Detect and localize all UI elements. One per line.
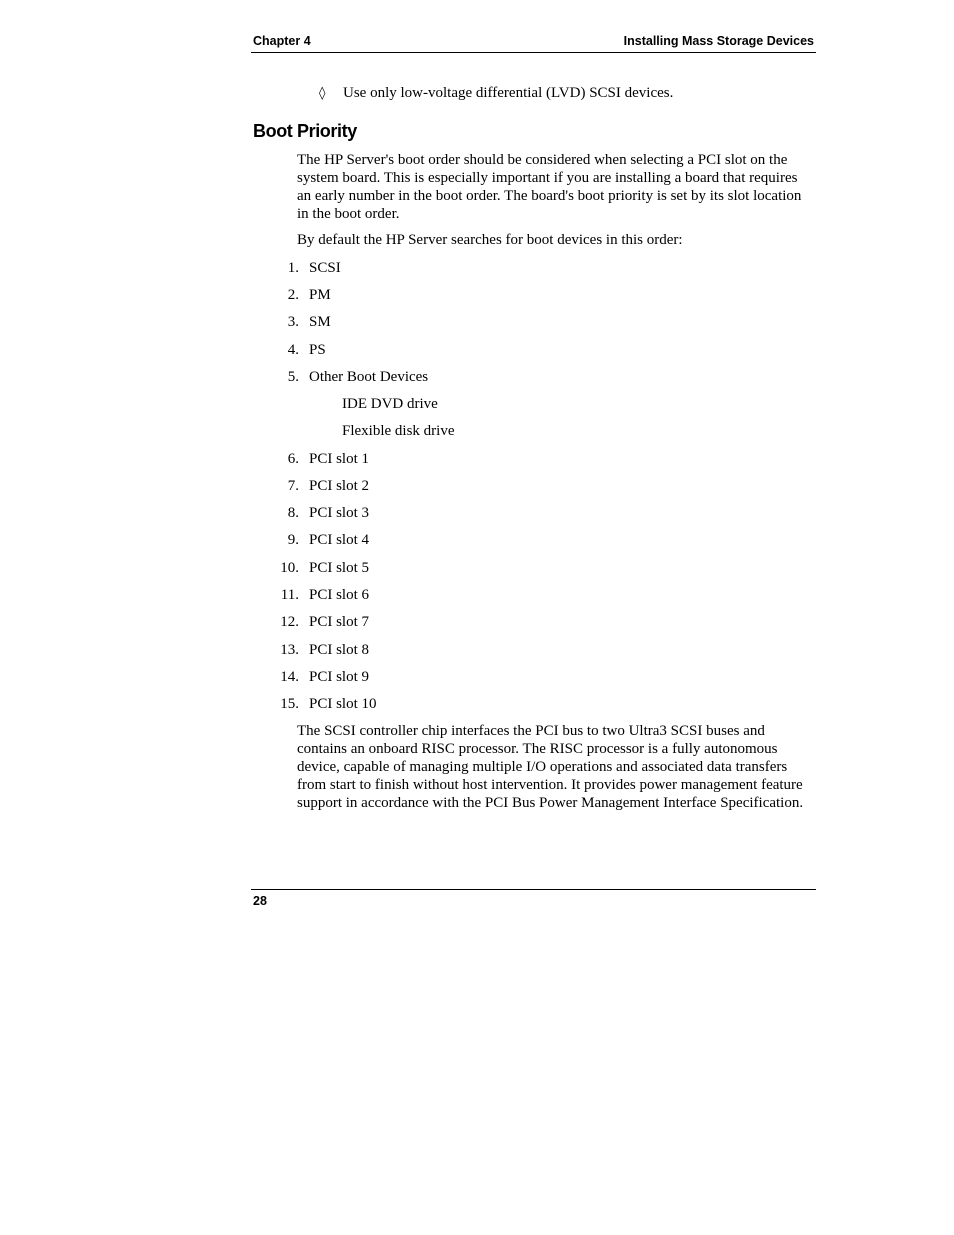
section-heading: Boot Priority bbox=[253, 121, 357, 141]
list-item: 6. PCI slot 1 bbox=[287, 451, 370, 467]
diamond-outline-icon: ◊ bbox=[319, 86, 326, 101]
page-number: 28 bbox=[253, 894, 267, 908]
sub-list-item: Flexible disk drive bbox=[342, 423, 455, 439]
page-footer bbox=[251, 889, 816, 908]
list-item: 5. Other Boot Devices bbox=[287, 369, 429, 385]
section-label: Installing Mass Storage Devices bbox=[623, 34, 814, 48]
list-item: 13. PCI slot 8 bbox=[280, 642, 370, 658]
list-item: 10. PCI slot 5 bbox=[280, 560, 370, 576]
page-header bbox=[251, 34, 816, 53]
list-item: 1. SCSI bbox=[287, 260, 341, 276]
list-item: 12. PCI slot 7 bbox=[280, 614, 370, 630]
bullet-text: Use only low-voltage differential (LVD) SCSI devices. bbox=[343, 85, 674, 101]
list-item: 2. PM bbox=[287, 287, 331, 303]
intro-paragraph: The HP Server's boot order should be considered when selecting a PCI slot on the system board. This is especially important if you are installing a board that requires an early number in the boot order. The board's boot priority is set by its slot location in the boot order. bbox=[297, 152, 802, 222]
list-item: 3. SM bbox=[287, 314, 331, 330]
list-item: 8. PCI slot 3 bbox=[287, 505, 370, 521]
list-item: 15. PCI slot 10 bbox=[280, 696, 377, 712]
chapter-label: Chapter 4 bbox=[253, 34, 311, 48]
list-item: 11. PCI slot 6 bbox=[280, 587, 370, 603]
list-item: 4. PS bbox=[287, 342, 326, 358]
list-item: 9. PCI slot 4 bbox=[287, 532, 370, 548]
scsi-controller-paragraph: The SCSI controller chip interfaces the PCI bus to two Ultra3 SCSI buses and contains an onboard RISC processor. The RISC processor is a fully autonomous device, capable of managing multiple I/O operations and associated data transfers from start to finish without host intervention. It provides power management feature support in accordance with the PCI Bus Power Management Interface Specification. bbox=[297, 723, 804, 811]
boot-order-intro: By default the HP Server searches for boot devices in this order: bbox=[297, 232, 683, 248]
list-item: 14. PCI slot 9 bbox=[280, 669, 370, 685]
list-item: 7. PCI slot 2 bbox=[287, 478, 370, 494]
bullet-item bbox=[319, 84, 673, 103]
sub-list-item: IDE DVD drive bbox=[342, 396, 438, 412]
